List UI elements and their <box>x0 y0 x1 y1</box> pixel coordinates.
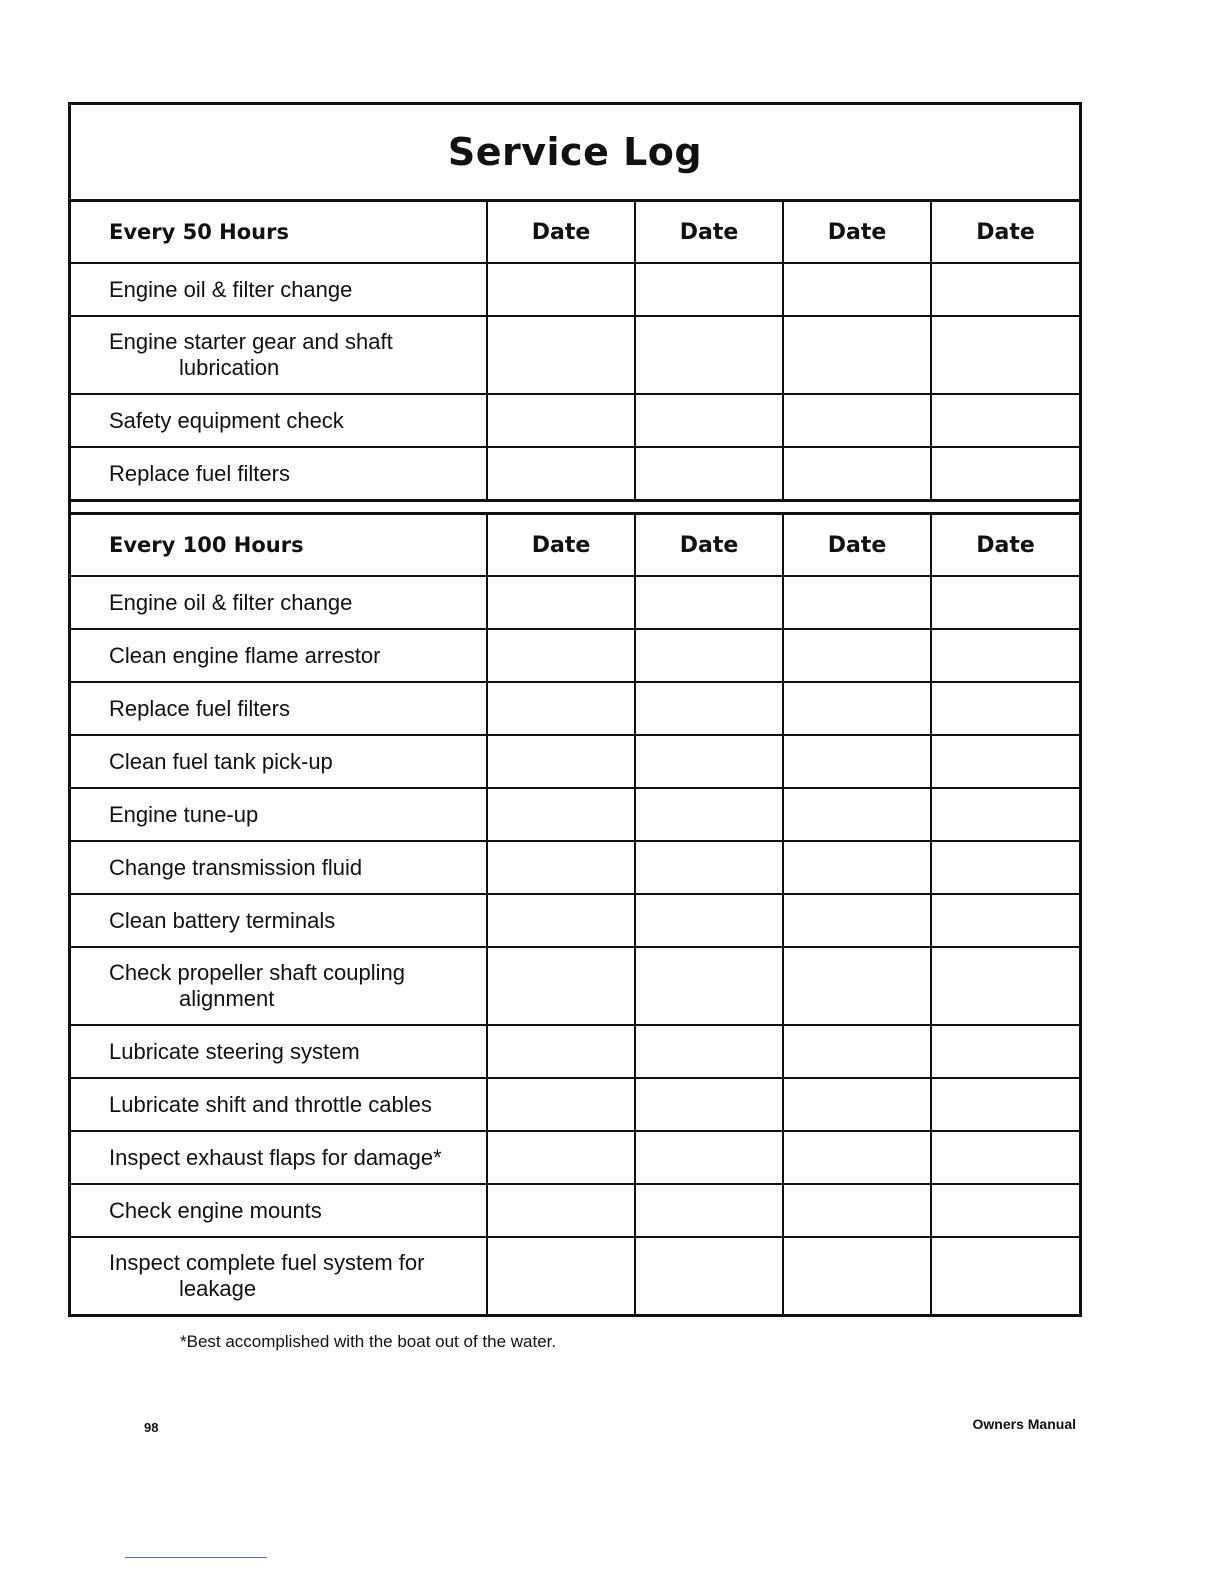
section-heading: Every 100 Hours <box>71 515 487 576</box>
date-column-header: Date <box>931 202 1079 263</box>
task-label <box>71 735 487 788</box>
date-entry-cell[interactable] <box>487 841 635 894</box>
task-label-line: Lubricate steering system <box>109 1038 360 1064</box>
task-row <box>71 735 1079 788</box>
footnote: *Best accomplished with the boat out of the water. <box>180 1332 557 1351</box>
page-number: 98 <box>144 1420 159 1435</box>
task-label-continuation: leakage <box>179 1276 257 1301</box>
task-row <box>71 1078 1079 1131</box>
date-entry-cell[interactable] <box>487 316 635 394</box>
date-entry-cell[interactable] <box>487 947 635 1025</box>
date-entry-cell[interactable] <box>931 1078 1079 1131</box>
task-row <box>71 394 1079 447</box>
date-entry-cell[interactable] <box>783 735 931 788</box>
bottom-rule <box>125 1557 267 1558</box>
task-label <box>71 316 487 394</box>
date-entry-cell[interactable] <box>635 947 783 1025</box>
date-entry-cell[interactable] <box>783 788 931 841</box>
date-entry-cell[interactable] <box>931 1237 1079 1314</box>
task-label <box>71 263 487 316</box>
date-entry-cell[interactable] <box>931 447 1079 499</box>
date-entry-cell[interactable] <box>487 788 635 841</box>
section-header-row <box>71 515 1079 576</box>
date-entry-cell[interactable] <box>635 1184 783 1237</box>
date-entry-cell[interactable] <box>635 316 783 394</box>
date-entry-cell[interactable] <box>635 682 783 735</box>
date-entry-cell[interactable] <box>635 841 783 894</box>
date-entry-cell[interactable] <box>783 316 931 394</box>
task-label <box>71 894 487 947</box>
task-label-line: Lubricate shift and throttle cables <box>109 1091 432 1117</box>
date-entry-cell[interactable] <box>931 788 1079 841</box>
date-entry-cell[interactable] <box>931 735 1079 788</box>
task-label-line: Engine starter gear and shaft <box>109 329 393 354</box>
date-column-header: Date <box>783 202 931 263</box>
task-label-line: Clean engine flame arrestor <box>109 642 381 668</box>
task-label-line: Clean battery terminals <box>109 907 336 933</box>
date-entry-cell[interactable] <box>635 394 783 447</box>
task-label <box>71 394 487 447</box>
task-label-line: Replace fuel filters <box>109 695 290 721</box>
date-entry-cell[interactable] <box>487 1078 635 1131</box>
task-row <box>71 316 1079 394</box>
date-entry-cell[interactable] <box>487 735 635 788</box>
task-label-line: Engine tune-up <box>109 801 259 827</box>
section-heading: Every 50 Hours <box>71 202 487 263</box>
date-entry-cell[interactable] <box>487 394 635 447</box>
date-entry-cell[interactable] <box>635 576 783 629</box>
date-entry-cell[interactable] <box>635 447 783 499</box>
date-entry-cell[interactable] <box>487 1184 635 1237</box>
date-entry-cell[interactable] <box>783 576 931 629</box>
task-row <box>71 629 1079 682</box>
task-label <box>71 682 487 735</box>
task-row <box>71 1131 1079 1184</box>
task-label <box>71 1184 487 1237</box>
title-box <box>71 105 1079 202</box>
task-label-line: Inspect exhaust flaps for damage* <box>109 1144 442 1170</box>
date-entry-cell[interactable] <box>783 1078 931 1131</box>
task-label-line: Check propeller shaft coupling <box>109 960 405 985</box>
every-100-hours-table <box>71 515 1079 1314</box>
task-label-line: Engine oil & filter change <box>109 276 353 302</box>
date-entry-cell[interactable] <box>635 894 783 947</box>
task-label <box>71 1078 487 1131</box>
task-label <box>71 841 487 894</box>
date-entry-cell[interactable] <box>487 894 635 947</box>
task-label <box>71 1131 487 1184</box>
date-entry-cell[interactable] <box>783 841 931 894</box>
date-column-header: Date <box>931 515 1079 576</box>
task-label <box>71 576 487 629</box>
date-entry-cell[interactable] <box>635 1237 783 1314</box>
date-entry-cell[interactable] <box>635 629 783 682</box>
date-entry-cell[interactable] <box>635 735 783 788</box>
date-entry-cell[interactable] <box>783 1025 931 1078</box>
task-label-line: Inspect complete fuel system for <box>109 1250 425 1275</box>
task-row <box>71 894 1079 947</box>
task-row <box>71 263 1079 316</box>
date-column-header: Date <box>635 202 783 263</box>
date-entry-cell[interactable] <box>783 447 931 499</box>
task-label <box>71 788 487 841</box>
date-entry-cell[interactable] <box>931 629 1079 682</box>
date-entry-cell[interactable] <box>783 1237 931 1314</box>
date-entry-cell[interactable] <box>931 263 1079 316</box>
date-entry-cell[interactable] <box>487 263 635 316</box>
task-label-line: Check engine mounts <box>109 1197 322 1223</box>
date-entry-cell[interactable] <box>487 682 635 735</box>
date-entry-cell[interactable] <box>783 263 931 316</box>
date-entry-cell[interactable] <box>635 263 783 316</box>
date-entry-cell[interactable] <box>635 1131 783 1184</box>
task-label-continuation: lubrication <box>179 355 280 380</box>
date-column-header: Date <box>783 515 931 576</box>
date-column-header: Date <box>487 515 635 576</box>
date-entry-cell[interactable] <box>931 947 1079 1025</box>
date-entry-cell[interactable] <box>931 316 1079 394</box>
task-label-line: Change transmission fluid <box>109 854 363 880</box>
task-label-line: Replace fuel filters <box>109 460 290 486</box>
date-entry-cell[interactable] <box>487 1131 635 1184</box>
task-row <box>71 947 1079 1025</box>
date-entry-cell[interactable] <box>783 682 931 735</box>
date-entry-cell[interactable] <box>783 1184 931 1237</box>
date-entry-cell[interactable] <box>931 1025 1079 1078</box>
task-row <box>71 1184 1079 1237</box>
date-entry-cell[interactable] <box>931 682 1079 735</box>
task-row <box>71 788 1079 841</box>
task-label <box>71 1237 487 1314</box>
date-entry-cell[interactable] <box>783 394 931 447</box>
date-entry-cell[interactable] <box>783 947 931 1025</box>
date-entry-cell[interactable] <box>931 1184 1079 1237</box>
every-50-hours-table <box>71 202 1079 499</box>
date-entry-cell[interactable] <box>487 629 635 682</box>
date-entry-cell[interactable] <box>635 1078 783 1131</box>
task-label <box>71 447 487 499</box>
date-entry-cell[interactable] <box>487 576 635 629</box>
task-label <box>71 629 487 682</box>
task-label <box>71 1025 487 1078</box>
date-entry-cell[interactable] <box>487 447 635 499</box>
date-entry-cell[interactable] <box>783 629 931 682</box>
page-title: Service Log <box>447 130 703 174</box>
task-label <box>71 947 487 1025</box>
section-divider <box>71 499 1079 515</box>
date-entry-cell[interactable] <box>931 894 1079 947</box>
date-entry-cell[interactable] <box>931 1131 1079 1184</box>
task-label-continuation: alignment <box>179 986 275 1011</box>
date-column-header: Date <box>487 202 635 263</box>
date-entry-cell[interactable] <box>931 394 1079 447</box>
date-entry-cell[interactable] <box>487 1025 635 1078</box>
date-entry-cell[interactable] <box>783 1131 931 1184</box>
task-row <box>71 1025 1079 1078</box>
date-entry-cell[interactable] <box>635 788 783 841</box>
task-label-line: Engine oil & filter change <box>109 589 353 615</box>
task-row <box>71 841 1079 894</box>
date-entry-cell[interactable] <box>487 1237 635 1314</box>
date-entry-cell[interactable] <box>931 576 1079 629</box>
task-row <box>71 576 1079 629</box>
task-row <box>71 447 1079 499</box>
task-row <box>71 1237 1079 1314</box>
date-column-header: Date <box>635 515 783 576</box>
date-entry-cell[interactable] <box>635 1025 783 1078</box>
task-row <box>71 682 1079 735</box>
manual-title: Owners Manual <box>972 1416 1076 1432</box>
date-entry-cell[interactable] <box>931 841 1079 894</box>
task-label-line: Clean fuel tank pick-up <box>109 748 333 774</box>
task-label-line: Safety equipment check <box>109 407 344 433</box>
section-header-row <box>71 202 1079 263</box>
service-log-form <box>68 102 1082 1317</box>
date-entry-cell[interactable] <box>783 894 931 947</box>
